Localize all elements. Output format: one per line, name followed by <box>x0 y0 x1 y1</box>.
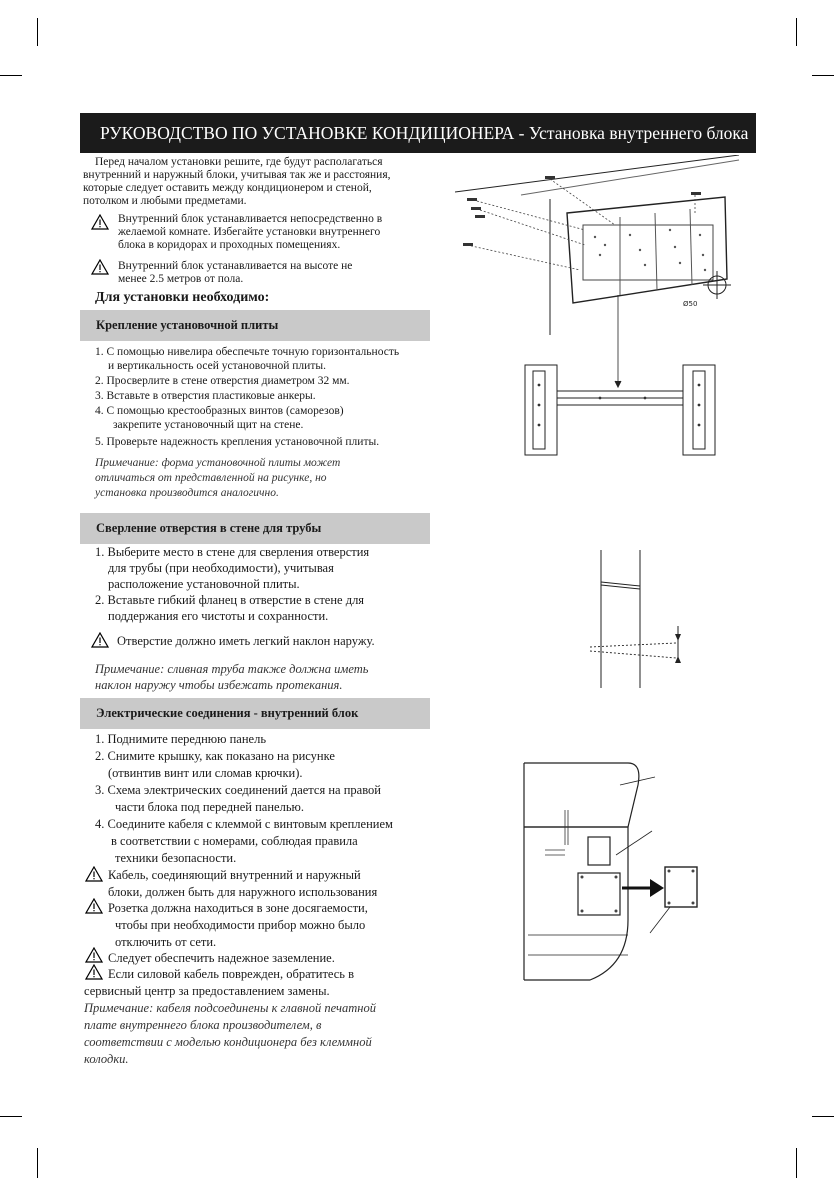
intro-line: Перед началом установки решите, где будут располагаться <box>95 156 383 168</box>
warning-text: отключить от сети. <box>115 935 217 949</box>
crop-mark <box>812 1116 834 1117</box>
list-item: закрепите установочный щит на стене. <box>113 419 304 431</box>
list-item: части блока под передней панелью. <box>115 800 304 814</box>
crop-mark <box>37 1148 38 1178</box>
warning-icon <box>85 964 103 980</box>
warning-icon <box>91 632 109 648</box>
intro-line: потолком и любыми предметами. <box>83 195 247 207</box>
warning-icon <box>91 259 109 275</box>
page-title: РУКОВОДСТВО ПО УСТАНОВКЕ КОНДИЦИОНЕРА - Установка внутреннего блока <box>80 113 756 153</box>
crop-mark <box>0 1116 22 1117</box>
warning-text: Внутренний блок устанавливается на высоте не <box>118 260 353 272</box>
section-heading: Сверление отверстия в стене для трубы <box>80 513 430 544</box>
list-item: для трубы (при необходимости), учитывая <box>108 561 334 575</box>
warning-text: Отверстие должно иметь легкий наклон наружу. <box>117 634 375 648</box>
list-item: техники безопасности. <box>115 851 237 865</box>
crop-mark <box>796 18 797 46</box>
warning-icon <box>91 214 109 230</box>
note-text: установка производится аналогично. <box>95 487 279 499</box>
intro-line: которые следует оставить между кондиционером и стеной, <box>83 182 372 194</box>
diameter-label: Ø50 <box>683 300 698 308</box>
warning-text: блока в коридорах и проходных помещениях. <box>118 239 341 251</box>
warning-text: сервисный центр за предоставлением замены. <box>84 984 330 998</box>
list-item: 3. Вставьте в отверстия пластиковые анкеры. <box>95 390 316 402</box>
warning-text: Внутренний блок устанавливается непосредственно в <box>118 213 383 225</box>
note-text: Примечание: кабеля подсоединены к главной печатной <box>84 1001 376 1015</box>
note-text: Примечание: сливная труба также должна иметь <box>95 662 369 676</box>
note-text: отличаться от представленной на рисунке, но <box>95 472 327 484</box>
crop-mark <box>0 75 22 76</box>
note-text: колодки. <box>84 1052 129 1066</box>
list-item: 5. Проверьте надежность крепления установочной плиты. <box>95 436 380 448</box>
list-item: 2. Просверлите в стене отверстия диаметром 32 мм. <box>95 375 350 387</box>
section-heading: Крепление установочной плиты <box>80 310 430 341</box>
crop-mark <box>796 1148 797 1178</box>
list-item: расположение установочной плиты. <box>108 577 300 591</box>
list-item: 3. Схема электрических соединений дается на правой <box>95 783 381 797</box>
required-heading: Для установки необходимо: <box>95 290 270 305</box>
note-text: плате внутреннего блока производителем, в <box>84 1018 322 1032</box>
warning-icon <box>85 866 103 882</box>
wall-hole-illustration <box>580 548 690 693</box>
note-text: наклон наружу чтобы избежать протекания. <box>95 678 343 692</box>
intro-line: внутренний и наружный блоки, учитывая так же и расстояния, <box>83 169 391 181</box>
list-item: 2. Снимите крышку, как показано на рисунке <box>95 749 335 763</box>
warning-text: Розетка должна находиться в зоне досягаемости, <box>108 901 368 915</box>
list-item: 1. С помощью нивелира обеспечьте точную горизонтальность <box>95 346 400 358</box>
crop-mark <box>37 18 38 46</box>
warning-text: чтобы при необходимости прибор можно было <box>115 918 366 932</box>
list-item: в соответствии с номерами, соблюдая правила <box>111 834 358 848</box>
list-item: 4. С помощью крестообразных винтов (саморезов) <box>95 405 344 417</box>
warning-text: Следует обеспечить надежное заземление. <box>108 951 335 965</box>
list-item: 2. Вставьте гибкий фланец в отверстие в стене для <box>95 593 365 607</box>
warning-text: менее 2.5 метров от пола. <box>118 273 244 285</box>
list-item: 4. Соедините кабеля с клеммой с винтовым креплением <box>95 817 393 831</box>
warning-text: блоки, должен быть для наружного использования <box>108 885 378 899</box>
crop-mark <box>812 75 834 76</box>
warning-text: желаемой комнате. Избегайте установки внутреннего <box>118 226 381 238</box>
mounting-plate-illustration <box>455 155 755 465</box>
list-item: 1. Выберите место в стене для сверления отверстия <box>95 545 370 559</box>
list-item: 1. Поднимите переднюю панель <box>95 732 267 746</box>
warning-text: Кабель, соединяющий внутренний и наружный <box>108 868 361 882</box>
list-item: поддержания его чистоты и сохранности. <box>108 609 329 623</box>
list-item: и вертикальность осей установочной плиты. <box>108 360 326 372</box>
warning-icon <box>85 947 103 963</box>
note-text: соответствии с моделью кондиционера без клеммной <box>84 1035 372 1049</box>
section-heading: Электрические соединения - внутренний блок <box>80 698 430 729</box>
warning-icon <box>85 898 103 914</box>
list-item: (отвинтив винт или сломав крючки). <box>108 766 303 780</box>
indoor-unit-cover-illustration <box>520 755 730 990</box>
note-text: Примечание: форма установочной плиты может <box>95 457 341 469</box>
warning-text: Если силовой кабель поврежден, обратитесь в <box>108 967 355 981</box>
